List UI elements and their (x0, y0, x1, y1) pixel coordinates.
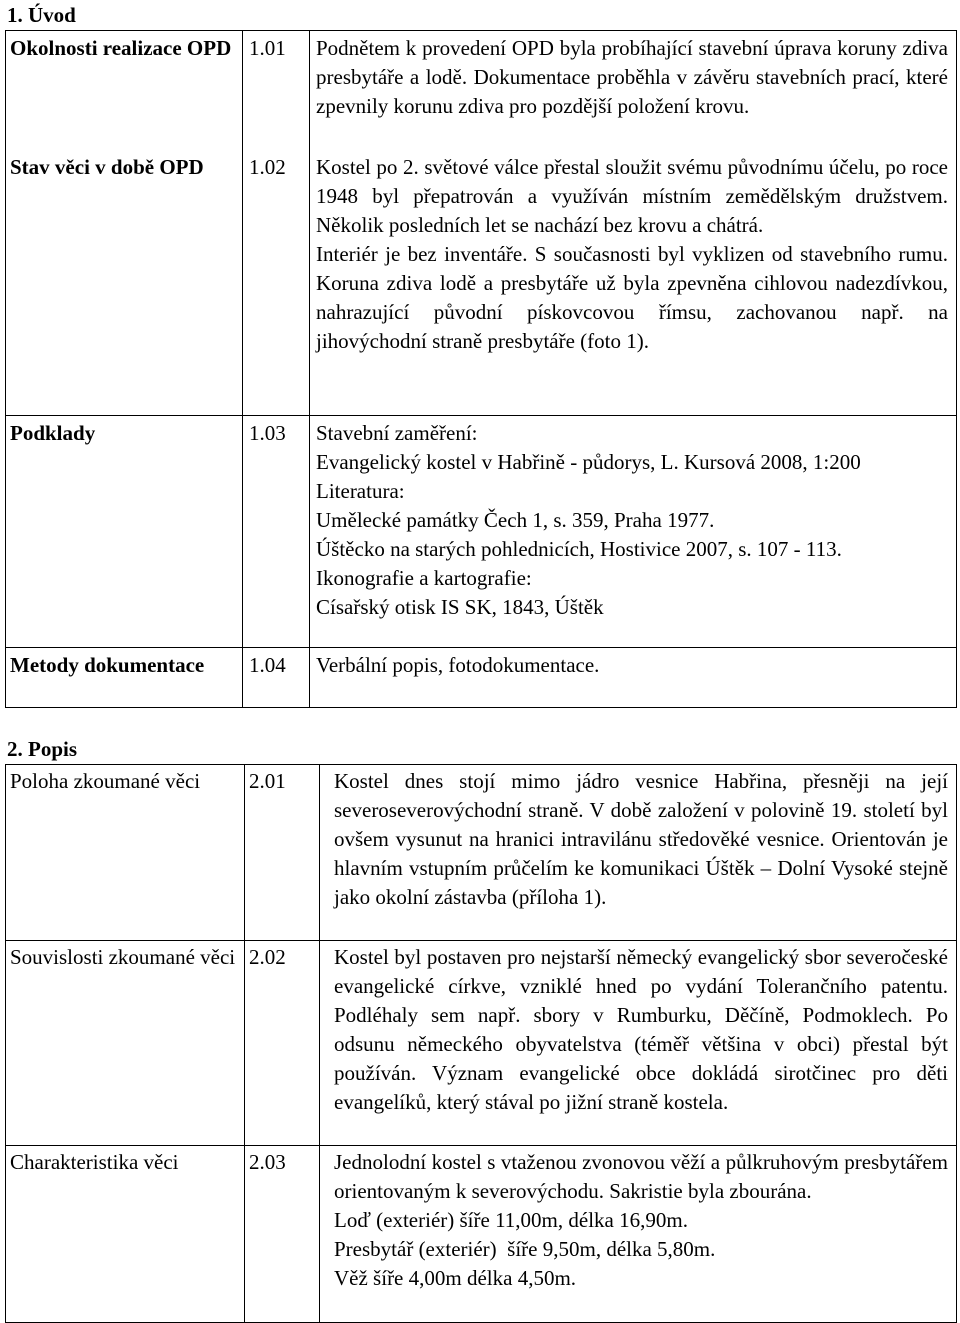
paragraph: Podnětem k provedení OPD byla probíhající stavební úprava koruny zdiva presbytáře a lodě. Dokumentace proběhla v závěru stavebních prací, které zpevnily korunu zdiva pro pozdější položení krovu. (316, 36, 948, 118)
paragraph: Kostel po 2. světové válce přestal sloužit svému původnímu účelu, po roce 1948 byl přepatrován a využíván místním zemědělským družstvem. Několik posledních let se nachází bez krovu a chátrá. (316, 154, 948, 237)
paragraph: Jednolodní kostel s vtaženou zvonovou věží a půlkruhovým presbytářem orientovaným k severovýchodu. Sakristie byla zbourána. (334, 1150, 948, 1203)
row-number: 1.01 (243, 31, 310, 150)
paragraph: Věž šíře 4,00m délka 4,50m. (334, 1266, 577, 1290)
row-label: Okolnosti realizace OPD (6, 31, 243, 150)
paragraph: Ikonografie a kartografie: (316, 566, 532, 590)
table-row (6, 765, 957, 941)
paragraph: Umělecké památky Čech 1, s. 359, Praha 1977. (316, 508, 715, 532)
row-text (310, 416, 957, 648)
row-number: 1.04 (243, 648, 310, 708)
paragraph: Presbytář (exteriér) šíře 9,50m, délka 5,80m. (334, 1237, 716, 1261)
paragraph: Kostel byl postaven pro nejstarší německý evangelický sbor severočeské evangelické církve, vzniklé hned po vydání Tolerančního patentu. Podléhaly sem např. sbory v Rumburku, Děčíně, Podmoklech. Po odsunu německého obyvatelstva (téměř většina v obci) přestal být používán. Význam evangelické obce dokládá sirotčinec pro děti evangelíků, který stával po jižní straně kostela. (334, 945, 948, 1114)
paragraph: Stavební zaměření: (316, 421, 478, 445)
paragraph: Úštěcko na starých pohlednicích, Hostivice 2007, s. 107 - 113. (316, 537, 842, 561)
row-text (310, 31, 957, 150)
row-text (320, 1146, 957, 1323)
row-number: 1.03 (243, 416, 310, 648)
table-row (6, 941, 957, 1146)
row-number: 2.02 (245, 941, 320, 1146)
paragraph: Verbální popis, fotodokumentace. (316, 653, 600, 677)
row-label: Charakteristika věci (6, 1146, 245, 1323)
table-row (6, 416, 957, 648)
row-text (320, 941, 957, 1146)
row-label: Poloha zkoumané věci (6, 765, 245, 941)
row-text (320, 765, 957, 941)
section-2-table (5, 764, 957, 1323)
paragraph: Interiér je bez inventáře. S současnosti byl vyklizen od stavebního rumu. Koruna zdiva lodě a presbytáře už byla zpevněna cihlovou nadezdívkou, nahrazující původní pískovcovou římsu, zachovanou např. na jihovýchodní straně presbytáře (foto 1). (316, 241, 948, 353)
section-2-heading: 2. Popis (7, 737, 78, 761)
row-label: Podklady (6, 416, 243, 648)
row-number: 1.02 (243, 150, 310, 416)
table-row (6, 150, 957, 416)
section-1-heading: 1. Úvod (7, 3, 76, 27)
table-row (6, 648, 957, 708)
paragraph: Evangelický kostel v Habřině - půdorys, L. Kursová 2008, 1:200 (316, 450, 861, 474)
row-label: Metody dokumentace (6, 648, 243, 708)
row-text (310, 150, 957, 416)
row-label: Souvislosti zkoumané věci (6, 941, 245, 1146)
paragraph: Loď (exteriér) šíře 11,00m, délka 16,90m. (334, 1208, 688, 1232)
section-1-table (5, 30, 957, 708)
table-row (6, 1146, 957, 1323)
paragraph: Kostel dnes stojí mimo jádro vesnice Habřina, přesněji na její severoseverovýchodní straně. V době založení v polovině 19. století byl ovšem vysunut na hranici intravilánu středověké vesnice. Orientován je hlavním vstupním průčelím ke komunikaci Úštěk – Dolní Vysoké stejně jako okolní zástavba (příloha 1). (334, 769, 948, 909)
row-text (310, 648, 957, 708)
table-row (6, 31, 957, 150)
paragraph: Císařský otisk IS SK, 1843, Úštěk (316, 595, 604, 619)
paragraph: Literatura: (316, 479, 405, 503)
row-number: 2.03 (245, 1146, 320, 1323)
row-label: Stav věci v době OPD (6, 150, 243, 416)
row-number: 2.01 (245, 765, 320, 941)
document-page (5, 0, 957, 1323)
